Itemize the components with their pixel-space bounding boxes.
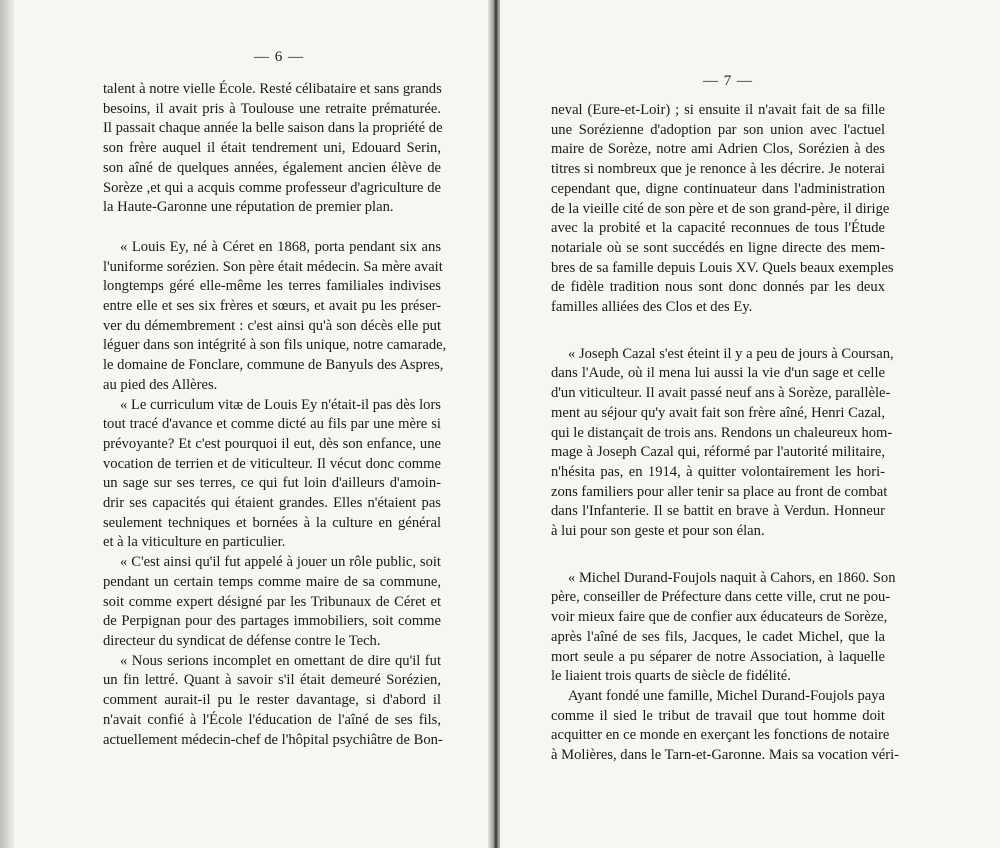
paragraph	[103, 80, 441, 218]
text-line: cependant que, digne continuateur dans l'administration	[551, 180, 885, 197]
page-number-right: — 7 —	[703, 73, 753, 89]
text-line: voir mieux faire que de confier aux éducateurs de Sorèze,	[551, 609, 888, 626]
text-line: père, conseiller de Préfecture dans cette ville, crut ne pou-	[551, 589, 891, 606]
text-line: « Nous serions incomplet en omettant de dire qu'il fut	[120, 652, 441, 669]
text-line: d'un viticulteur. Il avait passé neuf ans à Sorèze, parallèle-	[551, 385, 891, 402]
left-page-text	[103, 80, 447, 750]
text-line: mage à Joseph Cazal qui, réformé par l'autorité militaire,	[551, 444, 885, 461]
text-line: la Haute-Garonne une réputation de premier plan.	[103, 199, 394, 216]
text-line: Il passait chaque année la belle saison dans la propriété de	[103, 120, 443, 137]
text-line: le domaine de Fonclare, commune de Banyuls des Aspres,	[103, 357, 444, 374]
text-line: pendant un certain temps comme maire de sa commune,	[103, 573, 441, 590]
paragraph	[103, 238, 447, 396]
text-line: au pied des Allères.	[103, 376, 218, 393]
text-line: un fin lettré. Quant à savoir s'il était demeuré Sorézien,	[103, 672, 441, 689]
text-line: neval (Eure-et-Loir) ; si ensuite il n'avait fait de sa fille	[551, 102, 885, 118]
text-line: « Louis Ey, né à Céret en 1868, porta pendant six ans	[120, 238, 441, 255]
text-line: de fidèle tradition nous sont donc donnés par les deux	[551, 279, 885, 296]
text-line: prévoyante? Et c'est pourquoi il eut, dès son enfance, une	[103, 435, 441, 452]
text-line: soit comme expert désigné par les Tribunaux de Céret et	[103, 593, 441, 610]
text-line: dans l'Aude, où il mena lui aussi la vie d'un sage et celle	[551, 365, 885, 382]
text-line: entre elle et ses six frères et sœurs, et avait pu les préser-	[103, 298, 441, 315]
text-line: actuellement médecin-chef de l'hôpital psychiâtre de Bon-	[103, 731, 443, 748]
text-line: directeur du syndicat de défense contre le Tech.	[103, 632, 381, 649]
text-line: l'uniforme sorézien. Son père était médecin. Sa mère avait	[103, 258, 443, 275]
text-line: maire de Sorèze, notre ami Adrien Clos, Sorézien à des	[551, 141, 885, 158]
text-line: à Molières, dans le Tarn-et-Garonne. Mais sa vocation véri-	[551, 747, 900, 764]
page-number-left: — 6 —	[254, 49, 304, 65]
text-line: « C'est ainsi qu'il fut appelé à jouer un rôle public, soit	[120, 554, 441, 571]
text-line: vocation de terrien et de viticulteur. Il vécut donc comme	[103, 455, 441, 472]
text-line: avec la probité et la capacité reconnues de tous l'Étude	[551, 220, 885, 237]
text-line: Ayant fondé une famille, Michel Durand-Foujols paya	[568, 687, 885, 704]
text-line: notariale où se sont succédés en ligne directe des mem-	[551, 239, 885, 256]
text-line: familles alliées des Clos et des Ey.	[551, 299, 753, 316]
text-line: besoins, il avait pris à Toulouse une retraite prématurée.	[103, 100, 441, 117]
text-line: à lui pour son geste et pour son élan.	[551, 523, 765, 540]
text-line: de la vieille cité de son père et de son grand-père, il dirige	[551, 200, 890, 217]
paragraph	[551, 101, 894, 318]
text-line: et à la viticulture en particulier.	[103, 534, 286, 551]
text-line: bres de sa famille depuis Louis XV. Quels beaux exemples	[551, 259, 894, 276]
text-line: comme il sied le tribut de travail que tout homme doit	[551, 707, 885, 724]
text-line: le liaient trois quarts de siècle de fidélité.	[551, 668, 791, 685]
text-line: de Perpignan pour des partages immobiliers, soit comme	[103, 613, 441, 630]
right-page	[500, 0, 1000, 848]
text-line: seulement techniques et bornées à la culture en général	[103, 514, 441, 531]
text-line: son frère auquel il était tendrement uni, Edouard Serin,	[103, 140, 441, 157]
paragraph	[551, 569, 896, 687]
text-line: son aîné de quelques années, également ancien élève de	[103, 159, 441, 176]
text-line: titres si nombreux que je renonce à les décrire. Je noterai	[551, 161, 885, 178]
text-line: léguer dans son intégrité à son fils unique, notre camarade,	[103, 337, 447, 354]
paragraph	[551, 687, 900, 766]
text-line: après l'aîné de ses fils, Jacques, le cadet Michel, que la	[551, 628, 885, 645]
text-line: talent à notre vielle École. Resté célibataire et sans grands	[103, 81, 442, 97]
right-page-text	[551, 101, 900, 766]
text-line: zons familiers pour aller tenir sa place au front de combat	[551, 483, 888, 500]
text-line: acquitter en ce monde en exerçant les fonctions de notaire	[551, 727, 890, 744]
text-line: « Le curriculum vitæ de Louis Ey n'était-il pas dès lors	[120, 396, 441, 413]
text-line: « Joseph Cazal s'est éteint il y a peu de jours à Coursan,	[568, 345, 894, 362]
paragraph	[103, 652, 441, 751]
text-line: longtemps géré elle-même les terres familiales indivises	[103, 278, 441, 295]
text-line: un sage sur ses terres, ce qui fut loin d'ailleurs d'amoin-	[103, 475, 441, 492]
text-line: une Sorézienne d'adoption par son union avec l'actuel	[551, 121, 885, 138]
text-line: qui le distançait de trois ans. Rendons un chaleureux hom-	[551, 424, 893, 441]
text-line: n'hésita pas, en 1914, à quitter volontairement les hori-	[551, 463, 885, 480]
text-line: Sorèze ,et qui a acquis comme professeur d'agriculture de	[103, 179, 441, 196]
page-edge-shadow	[0, 0, 14, 848]
text-line: ment au séjour qu'y avait fait son frère aîné, Henri Cazal,	[551, 404, 885, 421]
text-line: tout tracé d'avance et comme dicté au fils par une mère si	[103, 416, 441, 433]
text-line: « Michel Durand-Foujols naquit à Cahors, en 1860. Son	[568, 569, 896, 586]
paragraph	[103, 396, 441, 554]
text-line: drir ses capacités qui étaient grandes. Elles n'étaient pas	[103, 495, 441, 512]
text-line: mort seule a pu séparer de notre Association, à laquelle	[551, 648, 885, 665]
paragraph	[551, 345, 894, 542]
paragraph	[103, 553, 441, 652]
text-line: dans l'Infanterie. Il se battit en brave à Verdun. Honneur	[551, 503, 885, 520]
text-line: n'avait confié à l'École l'éducation de l'aîné de ses fils,	[103, 711, 441, 728]
left-page	[0, 0, 494, 848]
text-line: ver du démembrement : c'est ainsi qu'à son décès elle put	[103, 317, 441, 334]
text-line: comment aurait-il pu le rester davantage, si d'abord il	[103, 692, 441, 709]
